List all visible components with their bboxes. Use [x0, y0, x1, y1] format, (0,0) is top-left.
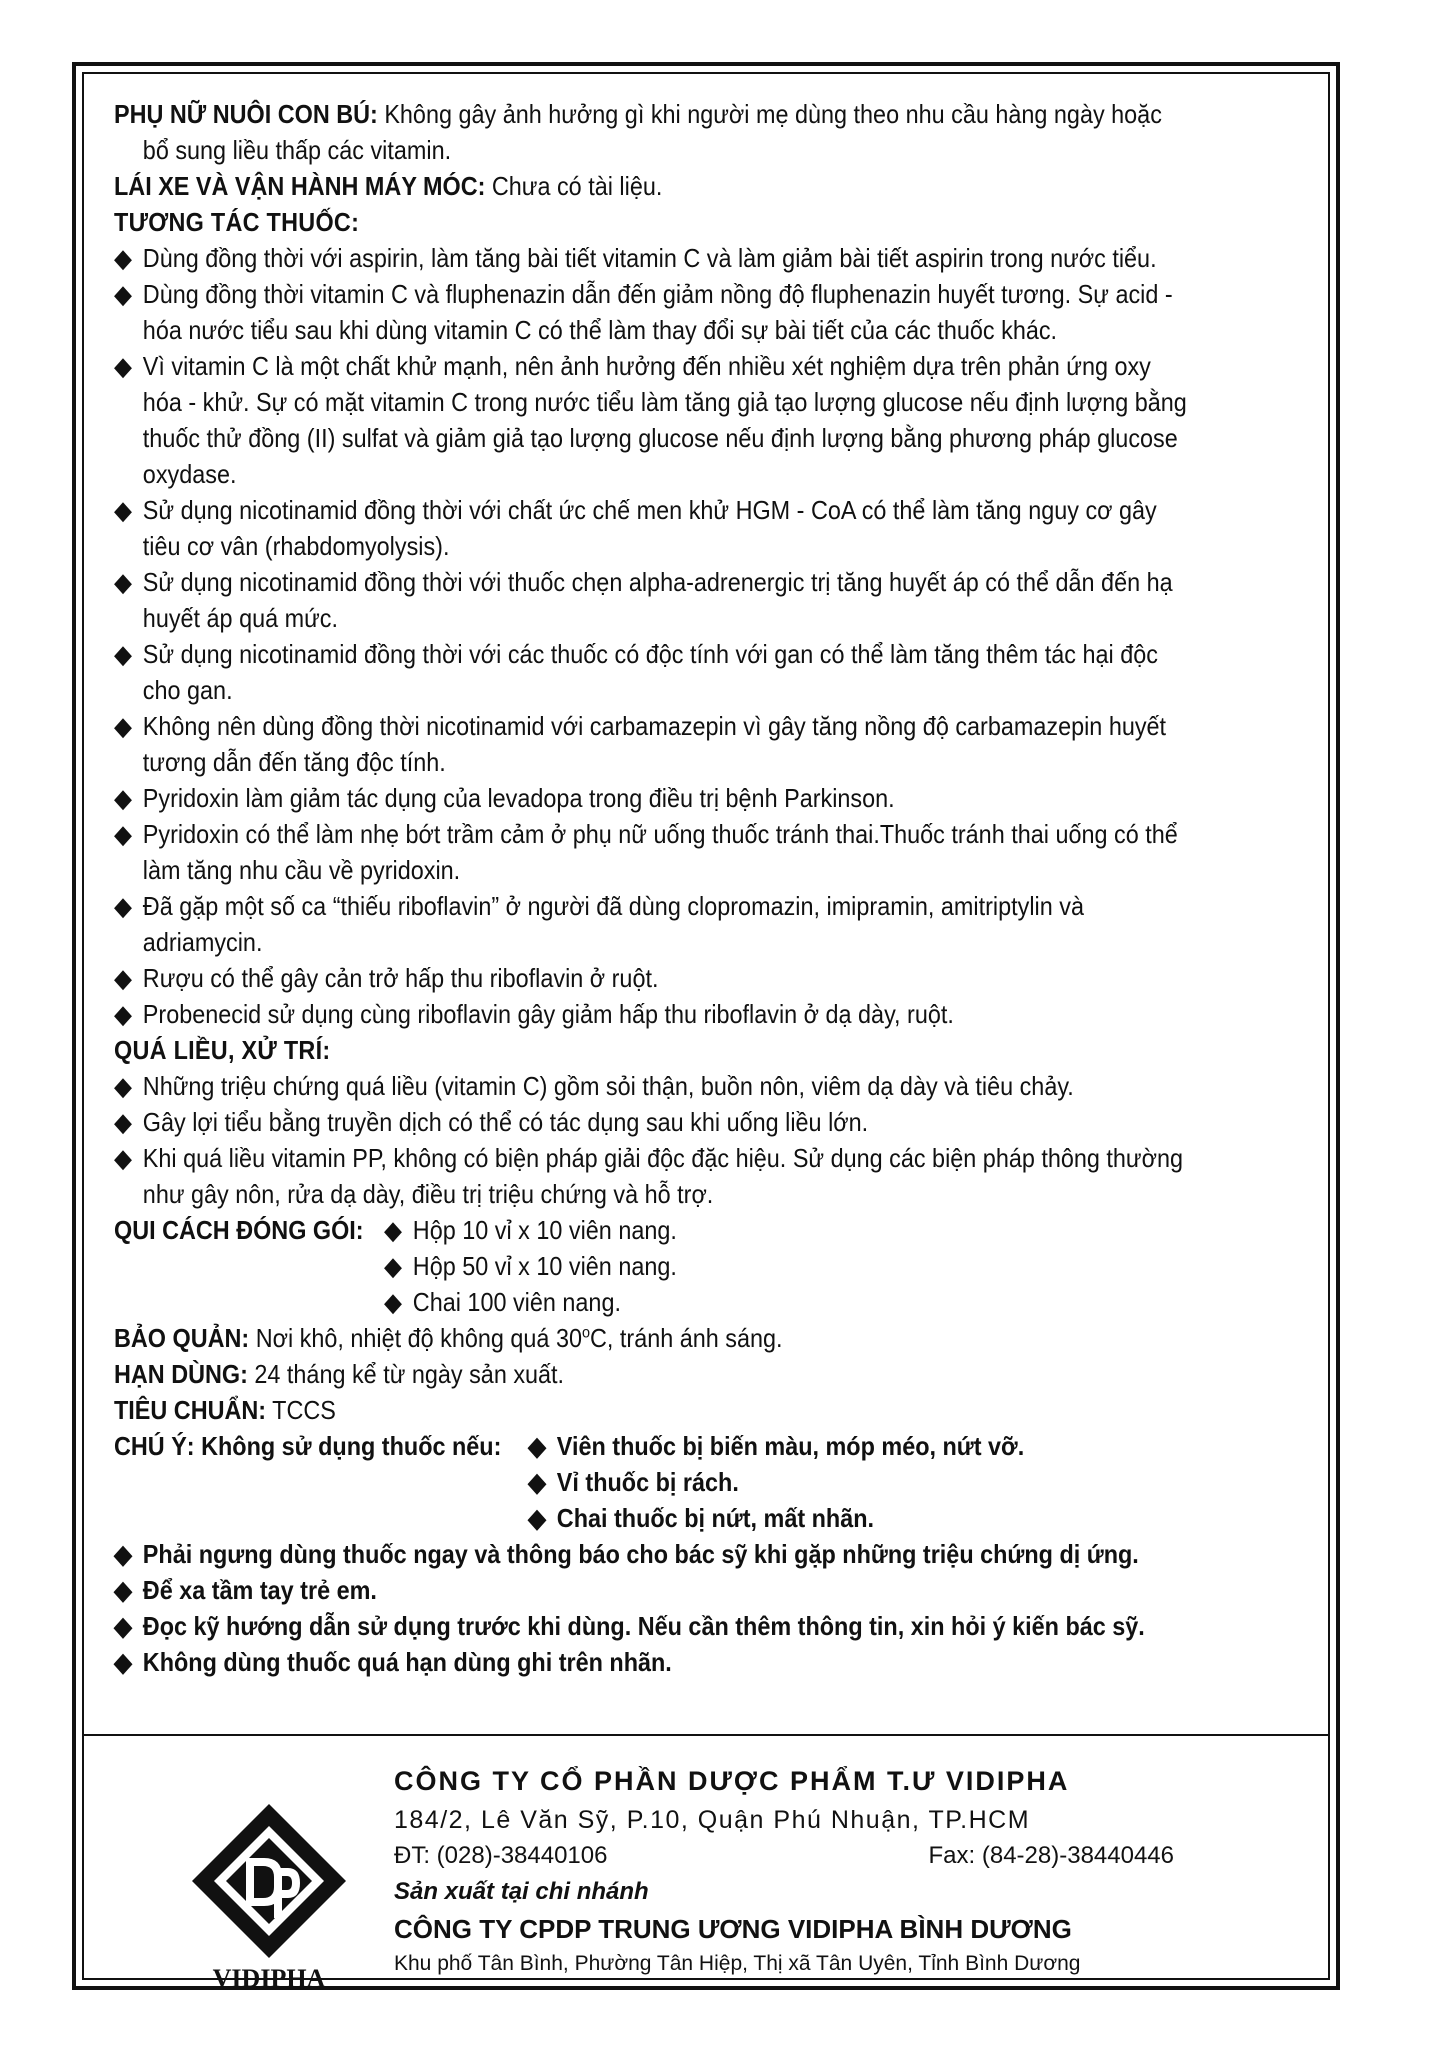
- list-item: ◆ Viên thuốc bị biến màu, móp méo, nứt vỡ.: [528, 1428, 1024, 1464]
- section-label: HẠN DÙNG:: [114, 1359, 248, 1389]
- diamond-bullet-icon: ◆: [114, 279, 132, 309]
- section-text: TCCS: [266, 1395, 336, 1425]
- list-item: ◆ Hộp 50 vỉ x 10 viên nang.: [384, 1248, 677, 1284]
- diamond-bullet-icon: ◆: [384, 1251, 402, 1281]
- diamond-bullet-icon: ◆: [114, 711, 132, 741]
- diamond-bullet-icon: ◆: [114, 963, 132, 993]
- list-item: ◆ Để xa tầm tay trẻ em.: [114, 1572, 1194, 1608]
- section-label: QUI CÁCH ĐÓNG GÓI:: [114, 1215, 364, 1245]
- diamond-bullet-icon: ◆: [114, 783, 132, 813]
- diamond-bullet-icon: ◆: [114, 1647, 132, 1677]
- company-address: 184/2, Lê Văn Sỹ, P.10, Quận Phú Nhuận, TP.HCM: [394, 1806, 1031, 1834]
- list-item: ◆ Sử dụng nicotinamid đồng thời với chất ức chế men khử HGM - CoA có thể làm tăng nguy cơ gây tiêu cơ vân (rhabdomyolysis).: [114, 492, 1194, 564]
- list-item: ◆ Chai 100 viên nang.: [384, 1284, 677, 1320]
- diamond-bullet-icon: ◆: [114, 243, 132, 273]
- footer: [84, 1736, 1328, 1993]
- company-phone: ĐT: (028)-38440106: [394, 1842, 608, 1869]
- diamond-bullet-icon: ◆: [528, 1431, 546, 1461]
- leaflet-page: [72, 62, 1340, 1993]
- leaflet-content: [114, 96, 1194, 1680]
- diamond-bullet-icon: ◆: [114, 495, 132, 525]
- list-item: ◆ Phải ngưng dùng thuốc ngay và thông báo cho bác sỹ khi gặp những triệu chứng dị ứng.: [114, 1536, 1194, 1572]
- section-label: BẢO QUẢN:: [114, 1323, 250, 1353]
- produced-at-label: Sản xuất tại chi nhánh: [394, 1878, 649, 1905]
- list-item: ◆ Chai thuốc bị nứt, mất nhãn.: [528, 1500, 1024, 1536]
- list-tuong-tac: [114, 240, 1194, 1032]
- list-item: ◆ Dùng đồng thời với aspirin, làm tăng bài tiết vitamin C và làm giảm bài tiết aspirin trong nước tiểu.: [114, 240, 1194, 276]
- list-item: ◆ Vì vitamin C là một chất khử mạnh, nên ảnh hưởng đến nhiều xét nghiệm dựa trên phản ứng oxy hóa - khử. Sự có mặt vitamin C trong nước tiểu làm tăng giả tạo lượng glucose nếu định lượng bằng thuốc thử đồng (II) sulfat và giảm giả tạo lượng glucose nếu định lượng bằng phương pháp glucose oxydase.: [114, 348, 1194, 492]
- section-label: TIÊU CHUẨN:: [114, 1395, 267, 1425]
- diamond-bullet-icon: ◆: [114, 1539, 132, 1569]
- section-label: PHỤ NỮ NUÔI CON BÚ:: [114, 99, 378, 129]
- section-label: LÁI XE VÀ VẬN HÀNH MÁY MÓC:: [114, 171, 486, 201]
- company-fax: Fax: (84-28)-38440446: [928, 1842, 1174, 1869]
- company-info: [394, 1766, 1174, 1982]
- section-text: Không gây ảnh hưởng gì khi người mẹ dùng theo nhu cầu hàng ngày hoặc bổ sung liều thấp các vitamin.: [142, 99, 1162, 165]
- list-item: ◆ Những triệu chứng quá liều (vitamin C) gồm sỏi thận, buồn nôn, viêm dạ dày và tiêu chảy.: [114, 1068, 1194, 1104]
- branch-name: CÔNG TY CPDP TRUNG ƯƠNG VIDIPHA BÌNH DƯƠNG: [394, 1914, 1072, 1944]
- warnings-list: [114, 1536, 1194, 1680]
- diamond-bullet-icon: ◆: [114, 1107, 132, 1137]
- list-item: ◆ Khi quá liều vitamin PP, không có biện pháp giải độc đặc hiệu. Sử dụng các biện pháp thông thường như gây nôn, rửa dạ dày, điều trị triệu chứng và hỗ trợ.: [114, 1140, 1194, 1212]
- list-item: ◆ Gây lợi tiểu bằng truyền dịch có thể có tác dụng sau khi uống liều lớn.: [114, 1104, 1194, 1140]
- logo-wordmark: VIDIPHA: [212, 1964, 326, 1993]
- branch-address: Khu phố Tân Bình, Phường Tân Hiệp, Thị xã Tân Uyên, Tỉnh Bình Dương: [394, 1952, 1081, 1975]
- list-item: ◆ Dùng đồng thời vitamin C và fluphenazin dẫn đến giảm nồng độ fluphenazin huyết tương. Sự acid - hóa nước tiểu sau khi dùng vitamin C có thể làm thay đổi sự bài tiết của các thuốc khác.: [114, 276, 1194, 348]
- list-item: ◆ Đã gặp một số ca “thiếu riboflavin” ở người đã dùng clopromazin, imipramin, amitriptylin và adriamycin.: [114, 888, 1194, 960]
- company-name: CÔNG TY CỔ PHẦN DƯỢC PHẨM T.Ư VIDIPHA: [394, 1766, 1070, 1796]
- list-item: ◆ Sử dụng nicotinamid đồng thời với các thuốc có độc tính với gan có thể làm tăng thêm tác hại độc cho gan.: [114, 636, 1194, 708]
- list-item: ◆ Không nên dùng đồng thời nicotinamid với carbamazepin vì gây tăng nồng độ carbamazepin huyết tương dẫn đến tăng độc tính.: [114, 708, 1194, 780]
- caution-list: [528, 1428, 1024, 1536]
- diamond-bullet-icon: ◆: [384, 1287, 402, 1317]
- list-item: ◆ Probenecid sử dụng cùng riboflavin gây giảm hấp thu riboflavin ở dạ dày, ruột.: [114, 996, 1194, 1032]
- packaging-list: [384, 1212, 677, 1320]
- list-qua-lieu: [114, 1068, 1194, 1212]
- list-item: ◆ Đọc kỹ hướng dẫn sử dụng trước khi dùng. Nếu cần thêm thông tin, xin hỏi ý kiến bác sỹ.: [114, 1608, 1194, 1644]
- section-tieu-chuan: [114, 1392, 1194, 1428]
- section-chu-y: [114, 1428, 1194, 1536]
- section-han-dung: [114, 1356, 1194, 1392]
- list-item: ◆ Sử dụng nicotinamid đồng thời với thuốc chẹn alpha-adrenergic trị tăng huyết áp có thể dẫn đến hạ huyết áp quá mức.: [114, 564, 1194, 636]
- section-qui-cach: [114, 1212, 1194, 1320]
- diamond-bullet-icon: ◆: [114, 1143, 132, 1173]
- heading-tuong-tac: TƯƠNG TÁC THUỐC:: [114, 207, 360, 237]
- section-label: CHÚ Ý: Không sử dụng thuốc nếu:: [114, 1431, 502, 1461]
- list-item: ◆ Hộp 10 vỉ x 10 viên nang.: [384, 1212, 677, 1248]
- diamond-bullet-icon: ◆: [114, 891, 132, 921]
- company-contact: [394, 1842, 1174, 1878]
- diamond-bullet-icon: ◆: [384, 1215, 402, 1245]
- section-text: 24 tháng kể từ ngày sản xuất.: [247, 1359, 565, 1389]
- section-phu-nu: [114, 96, 1194, 168]
- diamond-bullet-icon: ◆: [114, 639, 132, 669]
- section-bao-quan: BẢO QUẢN: Nơi khô, nhiệt độ không quá 30$^o$C, tránh ánh sáng.: [114, 1323, 783, 1353]
- diamond-bullet-icon: ◆: [114, 999, 132, 1029]
- list-item: ◆ Pyridoxin làm giảm tác dụng của levadopa trong điều trị bệnh Parkinson.: [114, 780, 1194, 816]
- diamond-bullet-icon: ◆: [114, 567, 132, 597]
- diamond-bullet-icon: ◆: [114, 1611, 132, 1641]
- diamond-bullet-icon: ◆: [114, 351, 132, 381]
- list-item: ◆ Pyridoxin có thể làm nhẹ bớt trầm cảm ở phụ nữ uống thuốc tránh thai.Thuốc tránh thai uống có thể làm tăng nhu cầu về pyridoxin.: [114, 816, 1194, 888]
- diamond-bullet-icon: ◆: [114, 819, 132, 849]
- diamond-bullet-icon: ◆: [114, 1575, 132, 1605]
- diamond-bullet-icon: ◆: [528, 1503, 546, 1533]
- vidipha-logo-icon: [184, 1796, 354, 1986]
- leaflet-inner-border: [82, 72, 1330, 1993]
- list-item: ◆ Rượu có thể gây cản trở hấp thu riboflavin ở ruột.: [114, 960, 1194, 996]
- section-text: Chưa có tài liệu.: [485, 171, 663, 201]
- list-item: ◆ Không dùng thuốc quá hạn dùng ghi trên nhãn.: [114, 1644, 1194, 1680]
- heading-qua-lieu: QUÁ LIỀU, XỬ TRÍ:: [114, 1035, 331, 1065]
- section-lai-xe: [114, 168, 1194, 204]
- diamond-bullet-icon: ◆: [528, 1467, 546, 1497]
- list-item: ◆ Vỉ thuốc bị rách.: [528, 1464, 1024, 1500]
- diamond-bullet-icon: ◆: [114, 1071, 132, 1101]
